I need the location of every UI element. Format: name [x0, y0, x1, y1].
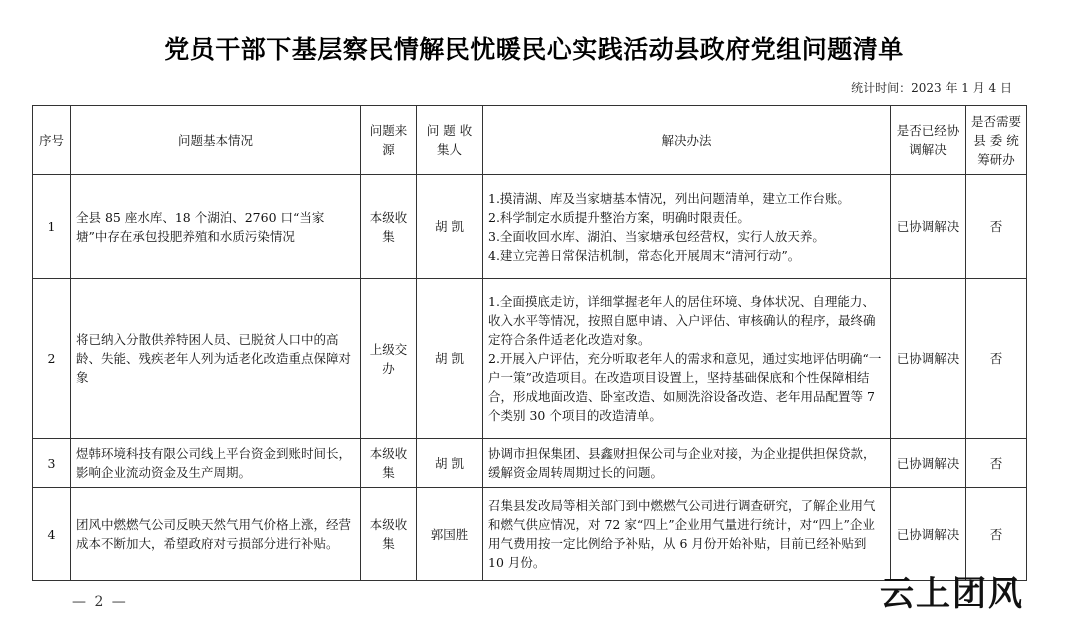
solution-line: 协调市担保集团、县鑫财担保公司与企业对接，为企业提供担保贷款，缓解资金周转周期过长的问题。 [488, 446, 876, 480]
row-solution [483, 439, 891, 488]
header-collector: 问 题 收集人 [417, 106, 483, 175]
page-number: — 2 — [72, 594, 128, 610]
table-row [33, 175, 1027, 279]
solution-line: 1.摸清湖、库及当家塘基本情况，列出问题清单，建立工作台账。 [488, 190, 850, 206]
row-resolved: 已协调解决 [891, 175, 966, 279]
row-source: 本级收集 [361, 175, 417, 279]
row-collector: 胡 凯 [417, 439, 483, 488]
row-solution [483, 279, 891, 439]
row-solution [483, 175, 891, 279]
row-collector: 胡 凯 [417, 279, 483, 439]
row-source: 本级收集 [361, 439, 417, 488]
row-committee: 否 [966, 439, 1027, 488]
row-seq: 3 [33, 439, 71, 488]
header-resolved: 是否已经协调解决 [891, 106, 966, 175]
header-source: 问题来源 [361, 106, 417, 175]
solution-line: 4.建立完善日常保洁机制，常态化开展周末“清河行动”。 [488, 247, 801, 263]
row-seq: 1 [33, 175, 71, 279]
row-collector: 郭国胜 [417, 488, 483, 581]
row-resolved: 已协调解决 [891, 488, 966, 581]
row-committee: 否 [966, 488, 1027, 581]
row-seq: 2 [33, 279, 71, 439]
row-resolved: 已协调解决 [891, 279, 966, 439]
issue-table [32, 105, 1027, 581]
row-source: 本级收集 [361, 488, 417, 581]
row-situation: 将已纳入分散供养特困人员、已脱贫人口中的高龄、失能、残疾老年人列为适老化改造重点保障对象 [71, 279, 361, 439]
header-solution: 解决办法 [483, 106, 891, 175]
header-situation: 问题基本情况 [71, 106, 361, 175]
solution-line: 召集县发改局等相关部门到中燃燃气公司进行调查研究，了解企业用气和燃气供应情况，对 72 家“四上”企业用气量进行统计，对“四上”企业用气费用按一定比例给予补贴，从 6 月份开始补贴，目前已经补贴到 10 月份。 [488, 498, 876, 570]
document-title: 党员干部下基层察民情解民忧暖民心实践活动县政府党组问题清单 [164, 35, 904, 64]
solution-line: 2.科学制定水质提升整治方案，明确时限责任。 [488, 209, 750, 225]
row-seq: 4 [33, 488, 71, 581]
row-resolved: 已协调解决 [891, 439, 966, 488]
row-situation: 团风中燃燃气公司反映天然气用气价格上涨，经营成本不断加大，希望政府对亏损部分进行补贴。 [71, 488, 361, 581]
row-committee: 否 [966, 175, 1027, 279]
row-solution [483, 488, 891, 581]
table-row [33, 439, 1027, 488]
row-committee: 否 [966, 279, 1027, 439]
statistics-date: 统计时间：2023 年 1 月 4 日 [851, 81, 1012, 95]
watermark-logo: 云上团风 [880, 574, 1024, 614]
table-header-row [33, 106, 1027, 175]
solution-line: 3.全面收回水库、湖泊、当家塘承包经营权，实行人放天养。 [488, 228, 825, 244]
table-row [33, 279, 1027, 439]
solution-line: 2.开展入户评估，充分听取老年人的需求和意见，通过实地评估明确“一户一策”改造项目。在改造项目设置上，坚持基础保底和个性保障相结合，形成地面改造、卧室改造、如厕洗浴设备改造、老年用品配置等 7 个类别 30 个项目的改造清单。 [488, 351, 882, 423]
row-collector: 胡 凯 [417, 175, 483, 279]
row-source: 上级交办 [361, 279, 417, 439]
row-situation: 煜韩环境科技有限公司线上平台资金到账时间长，影响企业流动资金及生产周期。 [71, 439, 361, 488]
header-committee: 是否需要县 委 统筹研办 [966, 106, 1027, 175]
table-row [33, 488, 1027, 581]
header-seq: 序号 [33, 106, 71, 175]
row-situation: 全县 85 座水库、18 个湖泊、2760 口“当家塘”中存在承包投肥养殖和水质污染情况 [71, 175, 361, 279]
solution-line: 1.全面摸底走访，详细掌握老年人的居住环境、身体状况、自理能力、收入水平等情况，按照自愿申请、入户评估、审核确认的程序，最终确定符合条件适老化改造对象。 [488, 294, 876, 347]
